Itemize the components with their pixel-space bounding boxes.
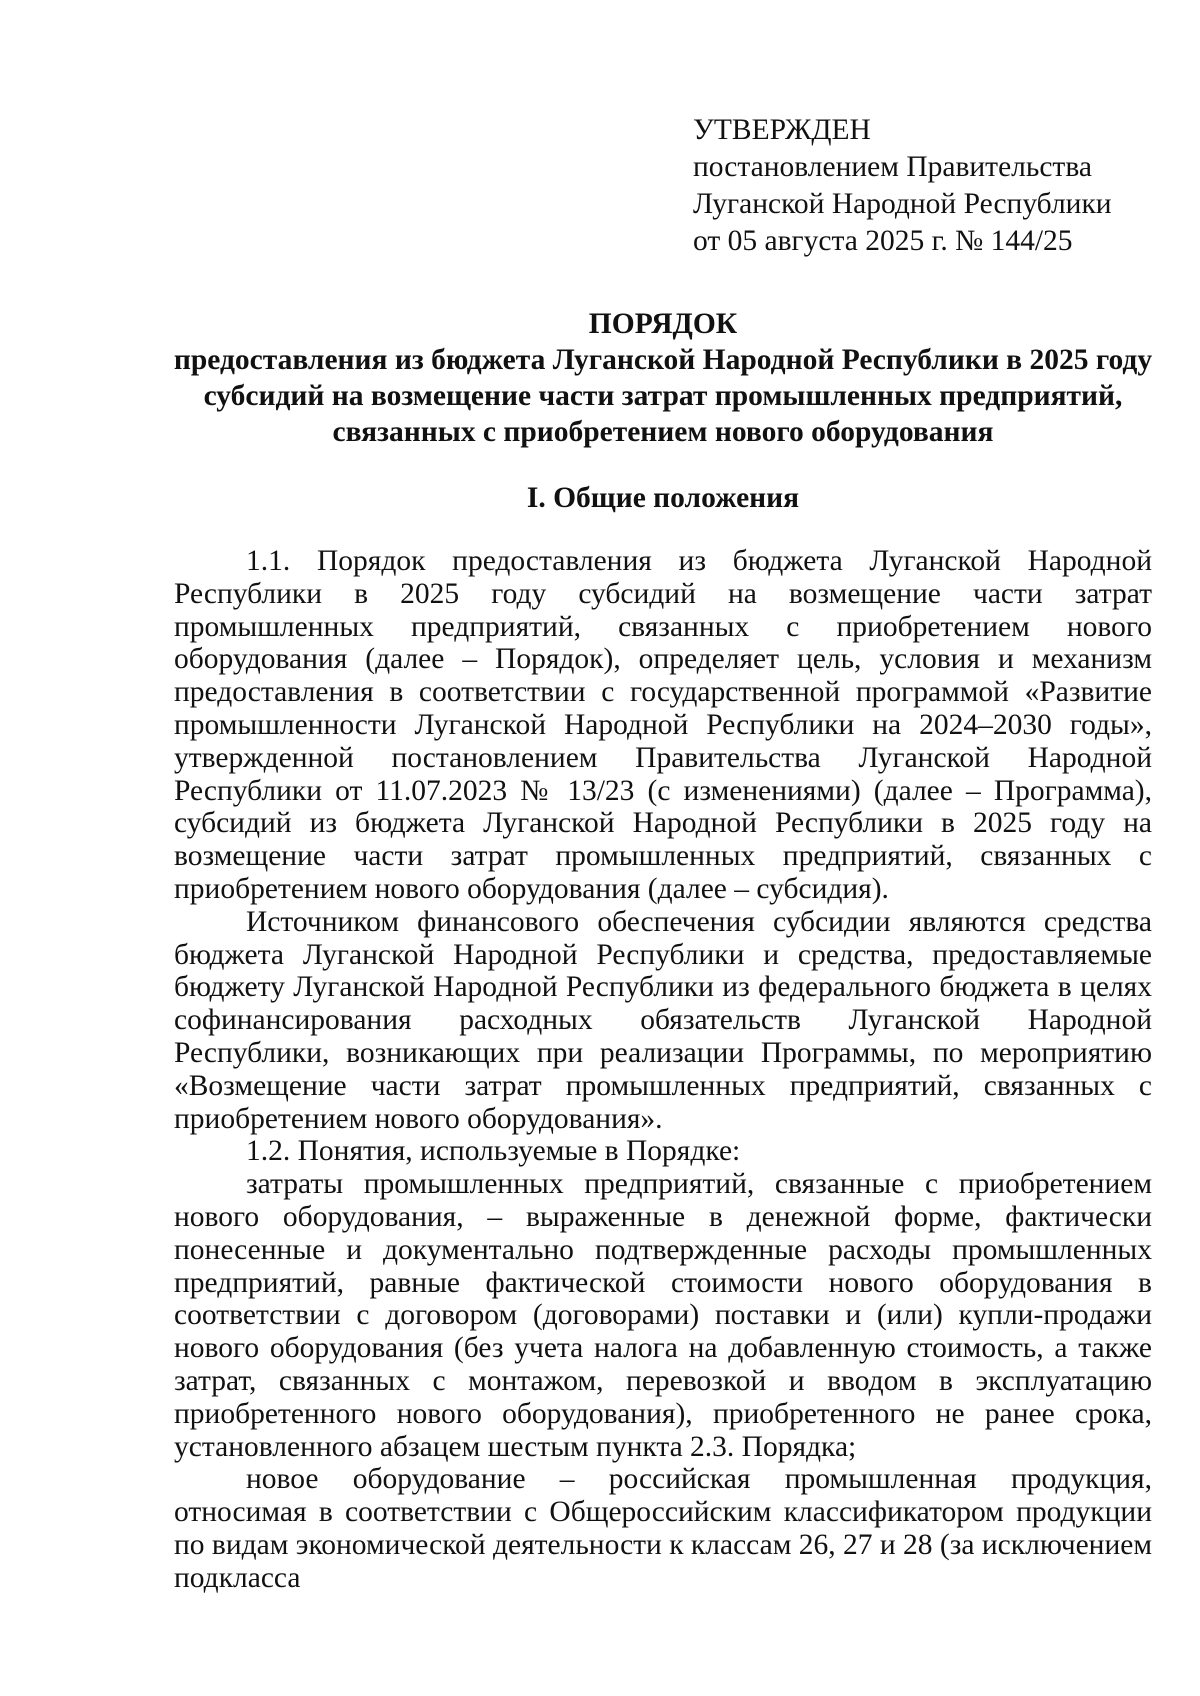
document-title-line-1: предоставления из бюджета Луганской Народной Республики в 2025 году xyxy=(173,344,1153,376)
paragraph-1-1: 1.1. Порядок предоставления из бюджета Луганской Народной Республики в 2025 году субсидий на возмещение части затрат промышленных предприятий, связанных с приобретением нового оборудования (далее – Порядок), определяет цель, условия и механизм предоставления в соответствии с государственной программой «Развитие промышленности Луганской Народной Республики на 2024–2030 годы», утвержденной постановлением Правительства Луганской Народной Республики от 11.07.2023 № 13/23 (с изменениями) (далее – Программа), субсидий из бюджета Луганской Народной Республики в 2025 году на возмещение части затрат промышленных предприятий, связанных с приобретением нового оборудования (далее – субсидия). xyxy=(174,545,1152,905)
document-body xyxy=(174,545,1152,1595)
document-title xyxy=(150,306,1176,450)
document-title-heading: ПОРЯДОК xyxy=(588,308,738,340)
approval-line-date-number: от 05 августа 2025 г. № 144/25 xyxy=(693,225,1073,257)
paragraph-definition-costs: затраты промышленных предприятий, связанные с приобретением нового оборудования, – выраженные в денежной форме, фактически понесенные и документально подтвержденные расходы промышленных предприятий, равные фактической стоимости нового оборудования в соответствии с договором (договорами) поставки и (или) купли-продажи нового оборудования (без учета налога на добавленную стоимость, а также затрат, связанных с монтажом, перевозкой и вводом в эксплуатацию приобретенного нового оборудования), приобретенного не ранее срока, установленного абзацем шестым пункта 2.3. Порядка; xyxy=(174,1168,1152,1463)
approval-line-approved: УТВЕРЖДЕН xyxy=(693,114,871,146)
approval-line-government: Луганской Народной Республики xyxy=(693,188,1112,220)
paragraph-1-2: 1.2. Понятия, используемые в Порядке: xyxy=(246,1135,741,1168)
paragraph-definition-new-equipment: новое оборудование – российская промышленная продукция, относимая в соответствии с Общероссийским классификатором продукции по видам экономической деятельности к классам 26, 27 и 28 (за исключением подкласса xyxy=(174,1463,1152,1594)
paragraph-funding-source: Источником финансового обеспечения субсидии являются средства бюджета Луганской Народной Республики и средства, предоставляемые бюджету Луганской Народной Республики из федерального бюджета в целях софинансирования расходных обязательств Луганской Народной Республики, возникающих при реализации Программы, по мероприятию «Возмещение части затрат промышленных предприятий, связанных с приобретением нового оборудования». xyxy=(174,905,1152,1135)
document-title-line-3: связанных с приобретением нового оборудования xyxy=(332,416,994,448)
section-heading: I. Общие положения xyxy=(526,482,800,514)
document-title-line-2: субсидий на возмещение части затрат промышленных предприятий, xyxy=(203,380,1123,412)
approval-line-resolution: постановлением Правительства xyxy=(693,151,1092,183)
approval-stamp xyxy=(693,112,1153,260)
